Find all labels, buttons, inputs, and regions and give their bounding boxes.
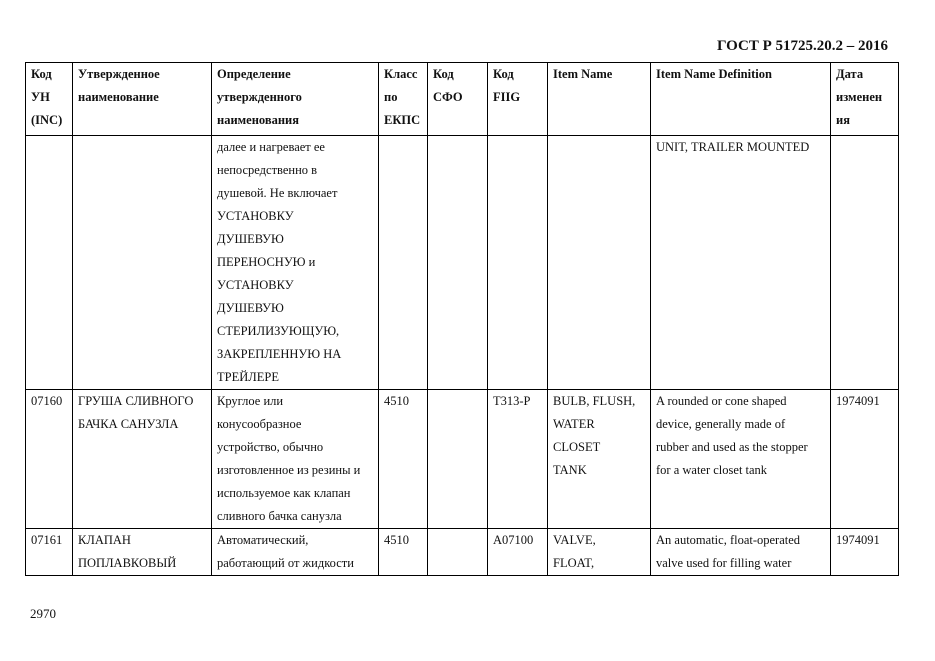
- cell-change-date: 1974091: [831, 390, 899, 529]
- cell-item-definition: An automatic, float-operated valve used for filling water: [651, 529, 831, 576]
- document-standard-number: ГОСТ Р 51725.20.2 – 2016: [716, 38, 888, 54]
- cell-change-date: [831, 136, 899, 390]
- cell-sfo-code: [428, 390, 488, 529]
- cell-inc-code: 07161: [26, 529, 73, 576]
- cell-approved-name: [73, 136, 212, 390]
- col-header-item-name: Item Name: [548, 63, 651, 136]
- col-header-inc-code: Код УН (INC): [26, 63, 73, 136]
- col-header-name-definition: Определение утвержденного наименования: [212, 63, 379, 136]
- cell-approved-name: ГРУША СЛИВНОГО БАЧКА САНУЗЛА: [73, 390, 212, 529]
- cell-sfo-code: [428, 136, 488, 390]
- cell-item-definition: UNIT, TRAILER MOUNTED: [651, 136, 831, 390]
- cell-sfo-code: [428, 529, 488, 576]
- col-header-approved-name: Утвержденное наименование: [73, 63, 212, 136]
- col-header-change-date: Дата изменен ия: [831, 63, 899, 136]
- cell-name-definition: Круглое или конусообразное устройство, обычно изготовленное из резины и используемое как клапан сливного бачка санузла: [212, 390, 379, 529]
- table-row: [26, 529, 899, 576]
- cell-inc-code: [26, 136, 73, 390]
- table-row-continuation: [26, 136, 899, 390]
- cell-fiig-code: A07100: [488, 529, 548, 576]
- cell-approved-name: КЛАПАН ПОПЛАВКОВЫЙ: [73, 529, 212, 576]
- cell-item-definition: A rounded or cone shaped device, generally made of rubber and used as the stopper for a water closet tank: [651, 390, 831, 529]
- col-header-fiig-code: Код FIIG: [488, 63, 548, 136]
- col-header-ekps-class: Класс по ЕКПС: [379, 63, 428, 136]
- cell-ekps-class: 4510: [379, 390, 428, 529]
- nomenclature-table: [25, 62, 899, 576]
- cell-name-definition: далее и нагревает ее непосредственно в душевой. Не включает УСТАНОВКУ ДУШЕВУЮ ПЕРЕНОСНУЮ и УСТАНОВКУ ДУШЕВУЮ СТЕРИЛИЗУЮЩУЮ, ЗАКРЕПЛЕННУЮ НА ТРЕЙЛЕРЕ: [212, 136, 379, 390]
- cell-item-name: BULB, FLUSH, WATER CLOSET TANK: [548, 390, 651, 529]
- cell-fiig-code: T313-P: [488, 390, 548, 529]
- cell-fiig-code: [488, 136, 548, 390]
- cell-name-definition: Автоматический, работающий от жидкости: [212, 529, 379, 576]
- table-row: [26, 390, 899, 529]
- col-header-sfo-code: Код СФО: [428, 63, 488, 136]
- cell-ekps-class: [379, 136, 428, 390]
- cell-change-date: 1974091: [831, 529, 899, 576]
- cell-inc-code: 07160: [26, 390, 73, 529]
- cell-item-name: [548, 136, 651, 390]
- page-number: 2970: [30, 606, 56, 621]
- cell-ekps-class: 4510: [379, 529, 428, 576]
- table-header-row: [26, 63, 899, 136]
- cell-item-name: VALVE, FLOAT,: [548, 529, 651, 576]
- col-header-item-definition: Item Name Definition: [651, 63, 831, 136]
